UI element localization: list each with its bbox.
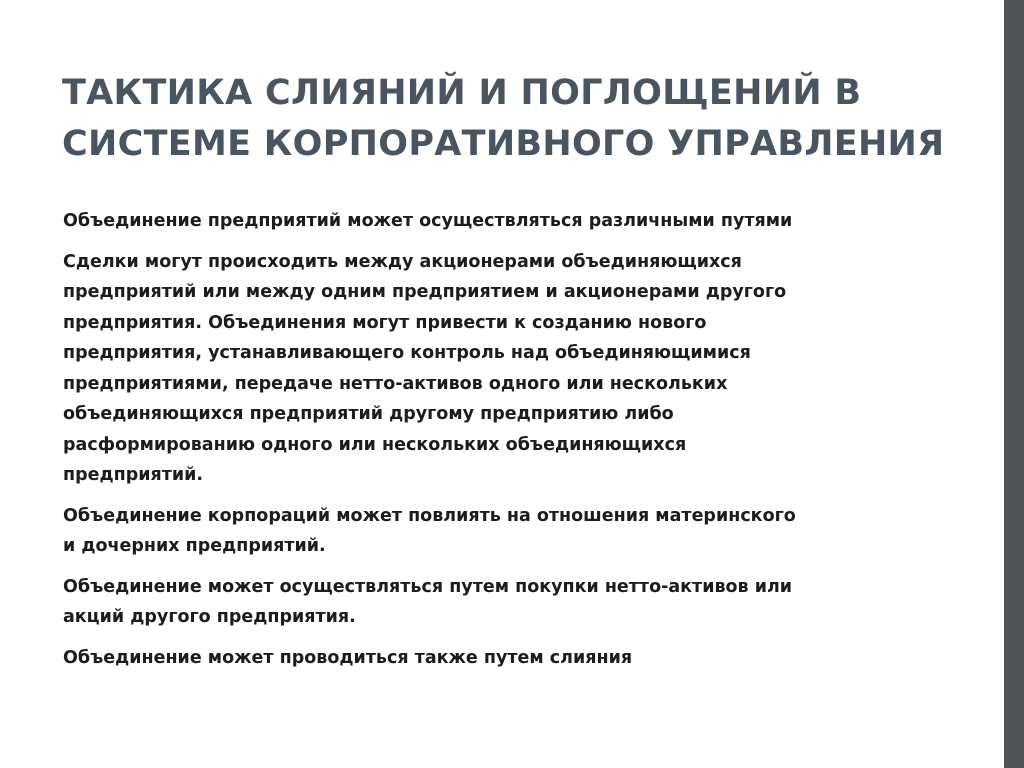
body-paragraph	[63, 643, 923, 674]
paragraph-line: и дочерних предприятий.	[63, 536, 326, 556]
paragraph-line: предприятий или между одним предприятием и акционерами другого	[63, 282, 787, 302]
paragraph-line: Сделки могут происходить между акционерами объединяющихся	[63, 251, 742, 272]
paragraph-line: предприятия, устанавливающего контроль над объединяющимися	[63, 343, 751, 363]
paragraph-line: Объединение корпораций может повлиять на отношения материнского	[63, 505, 796, 526]
paragraph-line: Объединение может осуществляться путем покупки нетто-активов или	[63, 576, 793, 597]
slide-side-bar	[1004, 0, 1024, 768]
body-paragraph	[63, 206, 923, 237]
paragraph-line: Объединение предприятий может осуществляться различными путями	[63, 211, 793, 231]
paragraph-line: предприятия. Объединения могут привести к созданию нового	[63, 312, 707, 333]
body-paragraph	[63, 572, 923, 633]
body-paragraph	[63, 247, 923, 491]
slide-title	[62, 68, 962, 170]
paragraph-line: Объединение может проводиться также путем слияния	[63, 647, 633, 668]
paragraph-line: акций другого предприятия.	[63, 607, 356, 627]
paragraph-line: расформированию одного или нескольких объединяющихся	[63, 434, 687, 455]
slide-body	[63, 206, 923, 683]
paragraph-line: предприятиями, передаче нетто-активов одного или нескольких	[63, 373, 728, 394]
slide-title-line: СИСТЕМЕ КОРПОРАТИВНОГО УПРАВЛЕНИЯ	[62, 124, 945, 164]
slide-title-line: ТАКТИКА СЛИЯНИЙ И ПОГЛОЩЕНИЙ В	[62, 73, 862, 113]
paragraph-line: объединяющихся предприятий другому предприятию либо	[63, 404, 674, 424]
body-paragraph	[63, 501, 923, 562]
paragraph-line: предприятий.	[63, 465, 204, 485]
